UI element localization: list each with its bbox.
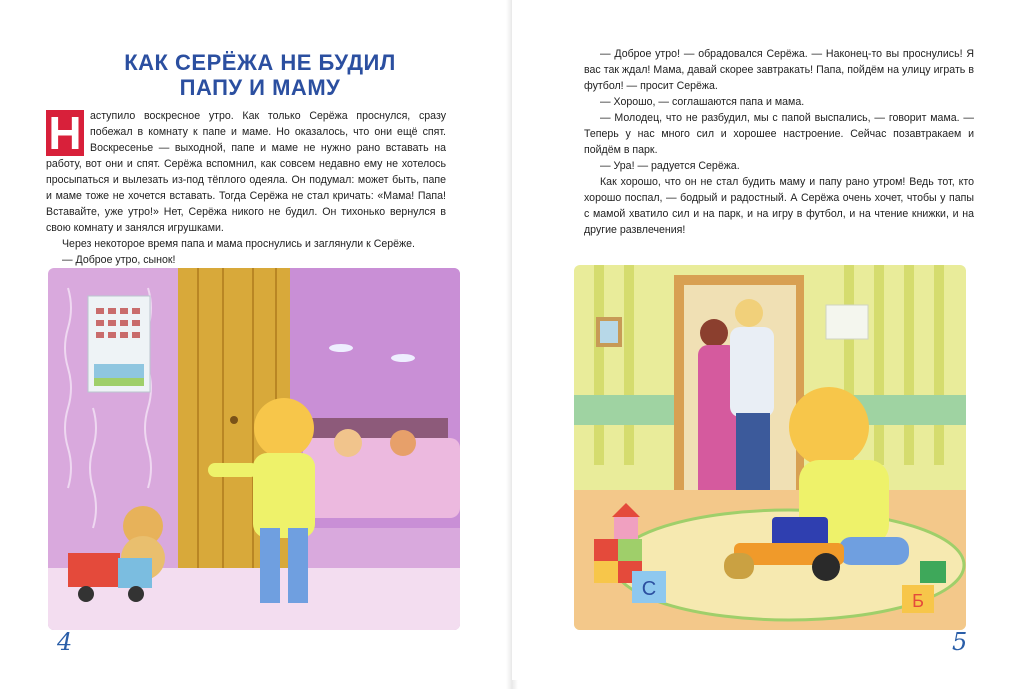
right-paragraph-5: Как хорошо, что он не стал будить маму и папу рано утром! Ведь тот, кто хорошо поспал, — бодрый и радостный. А Серёжа очень хочет, чтобы у папы с мамой хватило сил и на парк, и на игру в футбол, и на чтение книжки, и на другие развлечения!: [584, 176, 974, 236]
illustration-parents-doorway: [574, 265, 966, 630]
title-line-2: ПАПУ И МАМУ: [179, 75, 341, 100]
story-title: [80, 50, 440, 100]
letter-block-c-label: С: [641, 578, 657, 600]
wall-drawing: [826, 305, 868, 339]
letter-block-b-label: Б: [912, 591, 924, 611]
block-green-right: [920, 561, 946, 583]
door-knob: [230, 416, 238, 424]
left-paragraph-1-text: аступило воскресное утро. Как только Серёжа проснулся, сразу побежал в комнату к папе и маме. Но оказалось, что они ещё спят. Воскресенье — выходной, папе и маме не нужно рано вставать на работу, вот они и спят. Серёжа вспомнил, как совсем недавно ему не хотелось просыпаться и вылезать из-под тёплого одеяла. Он подумал: может быть, папе и маме тоже не хочется вставать. Тогда Серёжа не стал кричать: «Мама! Папа! Вставайте, уже утро!» Нет, Серёжа никого не будил. Он тихонько вернулся в свою комнату и занялся игрушками.: [46, 110, 446, 234]
block-pink: [614, 517, 638, 539]
boy-shirt: [253, 453, 315, 538]
page-number-left: 4: [57, 628, 73, 656]
wall-lamp: [329, 344, 353, 352]
boy-curly-hair: [789, 387, 869, 467]
block-red: [594, 539, 618, 561]
toy-roller-wheel: [812, 553, 840, 581]
left-page: [0, 0, 510, 680]
right-paragraph-1: — Доброе утро! — обрадовался Серёжа. — Наконец-то вы проснулись! Я вас так ждал! Мама, давай скорее завтракать! Папа, пойдём на улицу играть в футбол! — просит Серёжа.: [584, 48, 974, 92]
block-yellow: [594, 561, 618, 583]
left-paragraph-2: Через некоторое время папа и мама проснулись и заглянули к Серёже.: [62, 238, 415, 250]
father-shirt: [730, 327, 774, 417]
drop-cap: Н: [46, 110, 84, 156]
right-paragraph-4: — Ура! — радуется Серёжа.: [600, 160, 740, 172]
sleeping-parent-2: [390, 430, 416, 456]
sleeping-parent-1: [334, 429, 362, 457]
right-paragraph-2: — Хорошо, — соглашаются папа и мама.: [600, 96, 805, 108]
block-green: [618, 539, 642, 561]
boy-leg-right: [288, 528, 308, 603]
right-page: [512, 0, 1024, 680]
left-text-block: [46, 108, 446, 268]
toy-truck-cab: [118, 558, 152, 588]
boy-legs: [839, 537, 909, 565]
bed-blanket: [303, 438, 460, 518]
page-number-right: 5: [952, 628, 968, 656]
boy-curly-hair: [254, 398, 314, 458]
father-hair: [735, 299, 763, 327]
right-text-block: [584, 46, 974, 238]
toy-truck-body: [68, 553, 120, 587]
toy-wheel: [78, 586, 94, 602]
boy-leg-left: [260, 528, 280, 603]
left-paragraph-3: — Доброе утро, сынок!: [62, 254, 176, 266]
illustration-bedroom-door: [48, 268, 460, 630]
boy-arm: [208, 463, 258, 477]
playroom-scene-svg: [574, 265, 966, 630]
title-line-1: КАК СЕРЁЖА НЕ БУДИЛ: [124, 50, 396, 75]
mother-hair: [700, 319, 728, 347]
bedroom-scene-svg: [48, 268, 460, 630]
right-paragraph-3: — Молодец, что не разбудил, мы с папой выспались, — говорит мама. — Теперь у нас много сил и хорошее настроение. Сейчас позавтракаем и пойдём в парк.: [584, 112, 974, 156]
left-paragraph-1: [46, 108, 446, 236]
